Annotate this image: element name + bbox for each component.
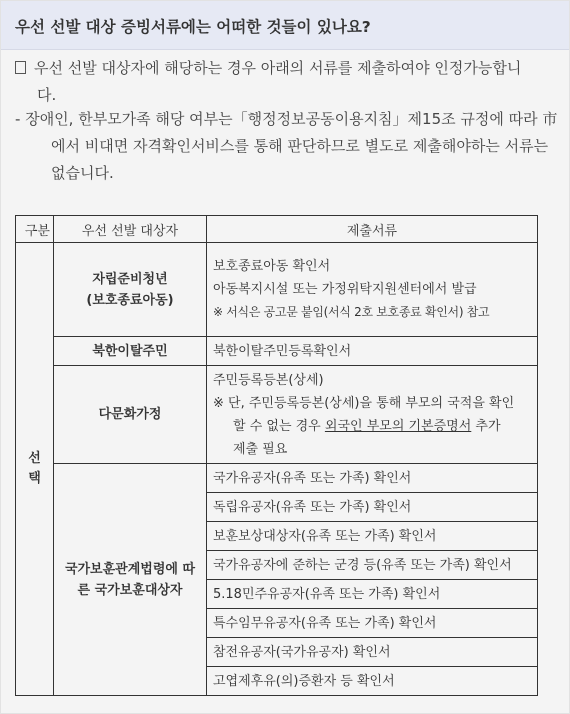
dash-bullet: - <box>15 110 21 128</box>
category-label-1: 선 <box>28 451 41 466</box>
doc-note: ※ 서식은 공고문 붙임(서식 2호 보호종료 확인서) 참고 <box>213 305 490 319</box>
doc-note-cont: 제출 필요 <box>233 441 288 457</box>
category-cell <box>16 243 54 696</box>
intro-line-1: 우선 선발 대상자에 해당하는 경우 아래의 서류를 제출하여야 인정가능합니 <box>34 59 522 77</box>
target-defector: 북한이탈주민 <box>54 337 207 366</box>
target-veterans: 국가보훈관계법령에 따 른 국가보훈대상자 <box>54 464 207 696</box>
doc-veterans: 고엽제후유(의)증환자 등 확인서 <box>207 667 538 696</box>
table-header-row <box>16 216 538 243</box>
notice-line-1: 장애인, 한부모가족 해당 여부는「행정정보공동이용지침」제15조 규정에 따라 市 <box>25 110 558 128</box>
notice-paragraph <box>15 106 563 187</box>
doc-veterans: 독립유공자(유족 또는 가족) 확인서 <box>207 493 538 522</box>
doc-veterans: 보훈보상대상자(유족 또는 가족) 확인서 <box>207 522 538 551</box>
intro-paragraph <box>15 55 563 109</box>
doc-veterans: 국가유공자에 준하는 군경 등(유족 또는 가족) 확인서 <box>207 551 538 580</box>
header-target: 우선 선발 대상자 <box>54 216 207 243</box>
notice-line-3: 없습니다. <box>51 164 114 182</box>
header-documents: 제출서류 <box>207 216 538 243</box>
target-multicultural: 다문화가정 <box>54 366 207 464</box>
docs-self-reliance <box>207 243 538 337</box>
doc-veterans: 5.18민주유공자(유족 또는 가족) 확인서 <box>207 580 538 609</box>
doc-veterans: 참전유공자(국가유공자) 확인서 <box>207 638 538 667</box>
intro-line-1-cont: 다. <box>37 86 57 104</box>
table-row <box>16 337 538 366</box>
target-self-reliance: 자립준비청년 (보호종료아동) <box>54 243 207 337</box>
notice-line-2: 에서 비대면 자격확인서비스를 통해 판단하므로 별도로 제출해야하는 서류는 <box>51 137 549 155</box>
docs-defector: 북한이탈주민등록확인서 <box>207 337 538 366</box>
table-row <box>16 366 538 464</box>
category-label-2: 택 <box>28 471 41 486</box>
docs-multicultural <box>207 366 538 464</box>
checkbox-bullet-icon <box>15 61 26 74</box>
faq-header <box>1 1 569 50</box>
table-row <box>16 243 538 337</box>
underlined-document: 외국인 부모의 기본증명서 <box>324 418 472 434</box>
doc-note-cont: 할 수 없는 경우 외국인 부모의 기본증명서 추가 <box>233 418 501 434</box>
doc-line: 보호종료아동 확인서 <box>213 259 331 274</box>
faq-title: 우선 선발 대상 증빙서류에는 어떠한 것들이 있나요? <box>15 18 371 36</box>
table-row <box>16 464 538 493</box>
doc-note: ※ 단, 주민등록등본(상세)을 통해 부모의 국적을 확인 <box>213 395 515 411</box>
doc-line: 아동복지시설 또는 가정위탁지원센터에서 발급 <box>213 282 477 297</box>
doc-line: 주민등록등본(상세) <box>213 372 324 388</box>
doc-veterans: 특수임무유공자(유족 또는 가족) 확인서 <box>207 609 538 638</box>
documents-table <box>15 215 538 696</box>
header-category: 구분 <box>16 216 54 243</box>
doc-veterans: 국가유공자(유족 또는 가족) 확인서 <box>207 464 538 493</box>
